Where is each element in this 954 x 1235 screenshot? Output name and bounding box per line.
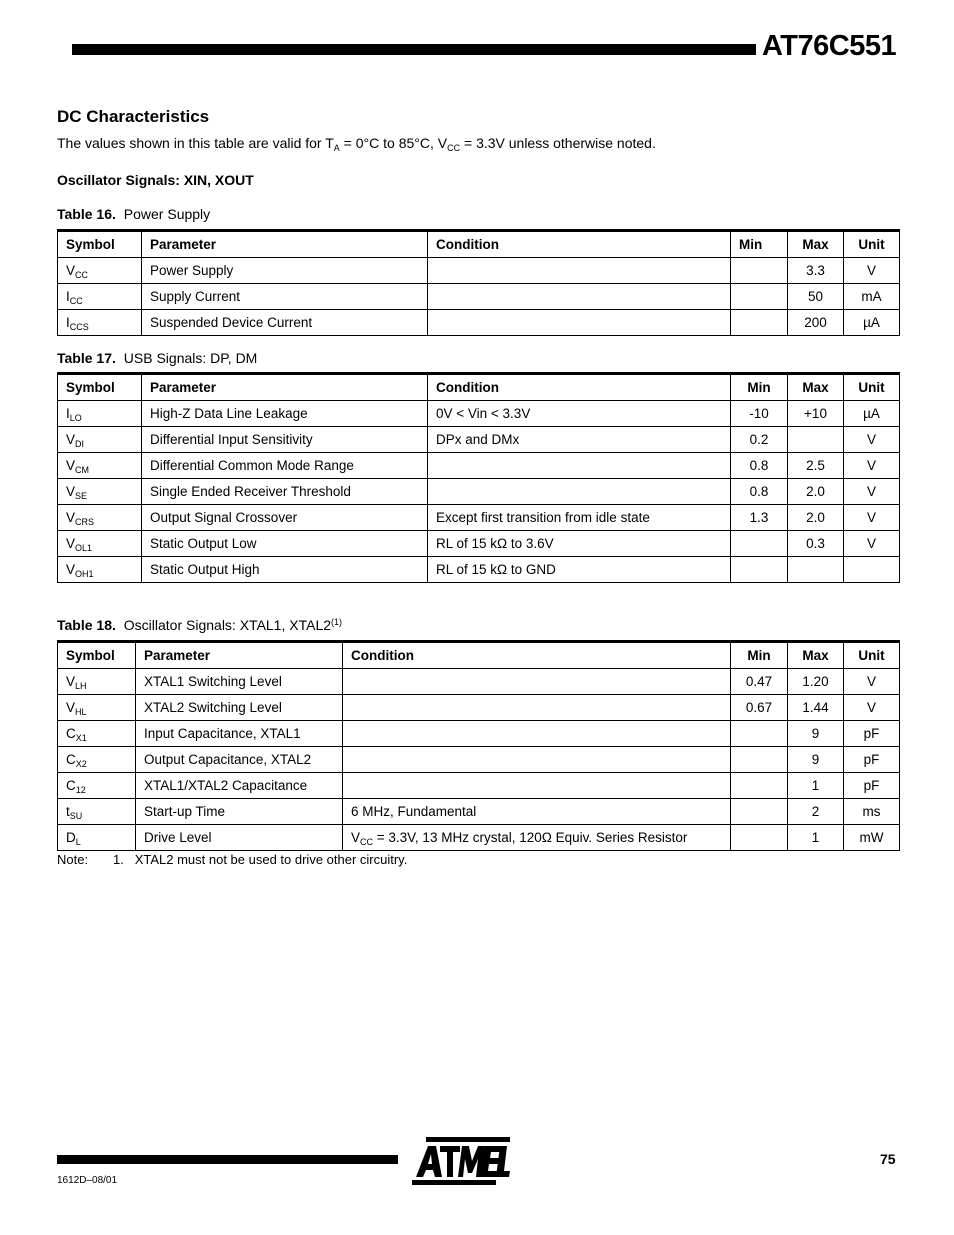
- col-unit: Unit: [844, 642, 900, 669]
- condition-cell: DPx and DMx: [428, 427, 731, 453]
- min-cell: [731, 825, 788, 851]
- table-row: [58, 284, 900, 310]
- unit-cell: µA: [844, 401, 900, 427]
- usb-signals-table: [57, 372, 900, 583]
- page-number: 75: [880, 1151, 896, 1167]
- table-row: [58, 695, 900, 721]
- parameter-cell: Differential Input Sensitivity: [142, 427, 428, 453]
- max-cell: [788, 557, 844, 583]
- table-row: [58, 258, 900, 284]
- parameter-cell: Static Output High: [142, 557, 428, 583]
- table-row: [58, 505, 900, 531]
- parameter-cell: Start-up Time: [136, 799, 343, 825]
- condition-cell: [343, 773, 731, 799]
- document-title: AT76C551: [762, 30, 897, 62]
- condition-cell: [343, 695, 731, 721]
- condition-cell: [343, 721, 731, 747]
- col-condition: Condition: [343, 642, 731, 669]
- parameter-cell: XTAL1 Switching Level: [136, 669, 343, 695]
- parameter-cell: Input Capacitance, XTAL1: [136, 721, 343, 747]
- table-row: [58, 401, 900, 427]
- table-row: [58, 825, 900, 851]
- parameter-cell: Output Signal Crossover: [142, 505, 428, 531]
- symbol-cell: $C_{X1}$: [58, 721, 136, 747]
- min-cell: [731, 258, 788, 284]
- parameter-cell: Power Supply: [142, 258, 428, 284]
- max-cell: 9: [788, 721, 844, 747]
- atmel-logo: [412, 1137, 510, 1185]
- table-row: [58, 773, 900, 799]
- symbol-cell: $D_L$: [58, 825, 136, 851]
- symbol-cell: $V_{OL1}$: [58, 531, 142, 557]
- col-symbol: Symbol: [58, 231, 142, 258]
- symbol-cell: $I_{CCS}$: [58, 310, 142, 336]
- symbol-cell: $V_{CC}$: [58, 258, 142, 284]
- parameter-cell: Differential Common Mode Range: [142, 453, 428, 479]
- unit-cell: V: [844, 505, 900, 531]
- table-caption: Table 17. USB Signals: DP, DM: [57, 350, 258, 366]
- col-max: Max: [788, 374, 844, 401]
- symbol-cell: $I_{CC}$: [58, 284, 142, 310]
- max-cell: 9: [788, 747, 844, 773]
- max-cell: 2.0: [788, 479, 844, 505]
- unit-cell: µA: [844, 310, 900, 336]
- min-cell: [731, 310, 788, 336]
- min-cell: 1.3: [731, 505, 788, 531]
- symbol-cell: $I_{LO}$: [58, 401, 142, 427]
- min-cell: [731, 747, 788, 773]
- table-row: [58, 479, 900, 505]
- unit-cell: pF: [844, 747, 900, 773]
- max-cell: 200: [788, 310, 844, 336]
- condition-cell: [428, 310, 731, 336]
- table-row: [58, 669, 900, 695]
- table-caption: Table 16. Power Supply: [57, 206, 211, 222]
- unit-cell: V: [844, 453, 900, 479]
- min-cell: [731, 773, 788, 799]
- parameter-cell: Static Output Low: [142, 531, 428, 557]
- min-cell: 0.8: [731, 453, 788, 479]
- parameter-cell: Suspended Device Current: [142, 310, 428, 336]
- parameter-cell: XTAL1/XTAL2 Capacitance: [136, 773, 343, 799]
- table-header-row: [58, 642, 900, 669]
- min-cell: [731, 557, 788, 583]
- parameter-cell: Single Ended Receiver Threshold: [142, 479, 428, 505]
- min-cell: 0.67: [731, 695, 788, 721]
- intro-text: The values shown in this table are valid for $T_A = 0^\circ C$ to 85°C, $V_{CC} = 3.3V$ unless otherwise noted.: [57, 135, 656, 153]
- unit-cell: pF: [844, 773, 900, 799]
- col-symbol: Symbol: [58, 374, 142, 401]
- unit-cell: mA: [844, 284, 900, 310]
- min-cell: [731, 531, 788, 557]
- max-cell: 3.3: [788, 258, 844, 284]
- condition-cell: RL of 15 kΩ to 3.6V: [428, 531, 731, 557]
- table-header-row: [58, 374, 900, 401]
- symbol-cell: $V_{CRS}$: [58, 505, 142, 531]
- col-parameter: Parameter: [136, 642, 343, 669]
- max-cell: +10: [788, 401, 844, 427]
- footer-rule: [57, 1155, 398, 1164]
- table-header-row: [58, 231, 900, 258]
- col-condition: Condition: [428, 374, 731, 401]
- condition-cell: [428, 453, 731, 479]
- parameter-cell: Output Capacitance, XTAL2: [136, 747, 343, 773]
- col-max: Max: [788, 231, 844, 258]
- col-max: Max: [788, 642, 844, 669]
- unit-cell: [844, 557, 900, 583]
- symbol-cell: $C_{12}$: [58, 773, 136, 799]
- table-caption: Table 18. Oscillator Signals: XTAL1, XTAL2$^{(1)}$: [57, 617, 343, 633]
- col-min: Min: [731, 642, 788, 669]
- symbol-cell: $t_{SU}$: [58, 799, 136, 825]
- max-cell: 50: [788, 284, 844, 310]
- unit-cell: pF: [844, 721, 900, 747]
- condition-cell: [343, 669, 731, 695]
- col-unit: Unit: [844, 231, 900, 258]
- table-row: [58, 721, 900, 747]
- document-id: 1612D–08/01: [57, 1175, 118, 1186]
- col-parameter: Parameter: [142, 374, 428, 401]
- oscillator-subheading: Oscillator Signals: XIN, XOUT: [57, 172, 254, 188]
- condition-cell: 6 MHz, Fundamental: [343, 799, 731, 825]
- unit-cell: V: [844, 427, 900, 453]
- condition-cell: RL of 15 kΩ to GND: [428, 557, 731, 583]
- max-cell: 2.0: [788, 505, 844, 531]
- condition-cell: [428, 479, 731, 505]
- parameter-cell: XTAL2 Switching Level: [136, 695, 343, 721]
- col-parameter: Parameter: [142, 231, 428, 258]
- header-rule: [72, 44, 756, 55]
- condition-cell: Except first transition from idle state: [428, 505, 731, 531]
- table-row: [58, 427, 900, 453]
- col-min: Min: [731, 231, 788, 258]
- unit-cell: V: [844, 479, 900, 505]
- table-row: [58, 747, 900, 773]
- unit-cell: ms: [844, 799, 900, 825]
- symbol-cell: $C_{X2}$: [58, 747, 136, 773]
- symbol-cell: $V_{DI}$: [58, 427, 142, 453]
- col-condition: Condition: [428, 231, 731, 258]
- max-cell: [788, 427, 844, 453]
- unit-cell: V: [844, 531, 900, 557]
- min-cell: [731, 284, 788, 310]
- max-cell: 0.3: [788, 531, 844, 557]
- power-supply-table: [57, 229, 900, 336]
- unit-cell: V: [844, 695, 900, 721]
- min-cell: 0.8: [731, 479, 788, 505]
- max-cell: 1.44: [788, 695, 844, 721]
- condition-cell: [343, 747, 731, 773]
- symbol-cell: $V_{OH1}$: [58, 557, 142, 583]
- max-cell: 1: [788, 825, 844, 851]
- section-title: DC Characteristics: [57, 107, 210, 126]
- parameter-cell: Supply Current: [142, 284, 428, 310]
- symbol-cell: $V_{LH}$: [58, 669, 136, 695]
- max-cell: 1.20: [788, 669, 844, 695]
- table-row: [58, 557, 900, 583]
- table-row: [58, 531, 900, 557]
- max-cell: 2: [788, 799, 844, 825]
- table-row: [58, 799, 900, 825]
- symbol-cell: $V_{CM}$: [58, 453, 142, 479]
- condition-cell: $V_{CC} = 3.3V$, 13 MHz crystal, 120Ω Equiv. Series Resistor: [343, 825, 731, 851]
- col-unit: Unit: [844, 374, 900, 401]
- table-row: [58, 310, 900, 336]
- max-cell: 1: [788, 773, 844, 799]
- condition-cell: [428, 258, 731, 284]
- min-cell: [731, 799, 788, 825]
- logo-text: ATMEL: [412, 1137, 416, 1138]
- min-cell: 0.2: [731, 427, 788, 453]
- max-cell: 2.5: [788, 453, 844, 479]
- parameter-cell: Drive Level: [136, 825, 343, 851]
- table-note: Note: 1. XTAL2 must not be used to drive other circuitry.: [57, 852, 408, 867]
- table-row: [58, 453, 900, 479]
- unit-cell: V: [844, 669, 900, 695]
- parameter-cell: High-Z Data Line Leakage: [142, 401, 428, 427]
- condition-cell: [428, 284, 731, 310]
- min-cell: [731, 721, 788, 747]
- symbol-cell: $V_{HL}$: [58, 695, 136, 721]
- unit-cell: mW: [844, 825, 900, 851]
- unit-cell: V: [844, 258, 900, 284]
- col-symbol: Symbol: [58, 642, 136, 669]
- oscillator-signals-table: [57, 640, 900, 851]
- min-cell: 0.47: [731, 669, 788, 695]
- col-min: Min: [731, 374, 788, 401]
- condition-cell: 0V < Vin < 3.3V: [428, 401, 731, 427]
- min-cell: -10: [731, 401, 788, 427]
- symbol-cell: $V_{SE}$: [58, 479, 142, 505]
